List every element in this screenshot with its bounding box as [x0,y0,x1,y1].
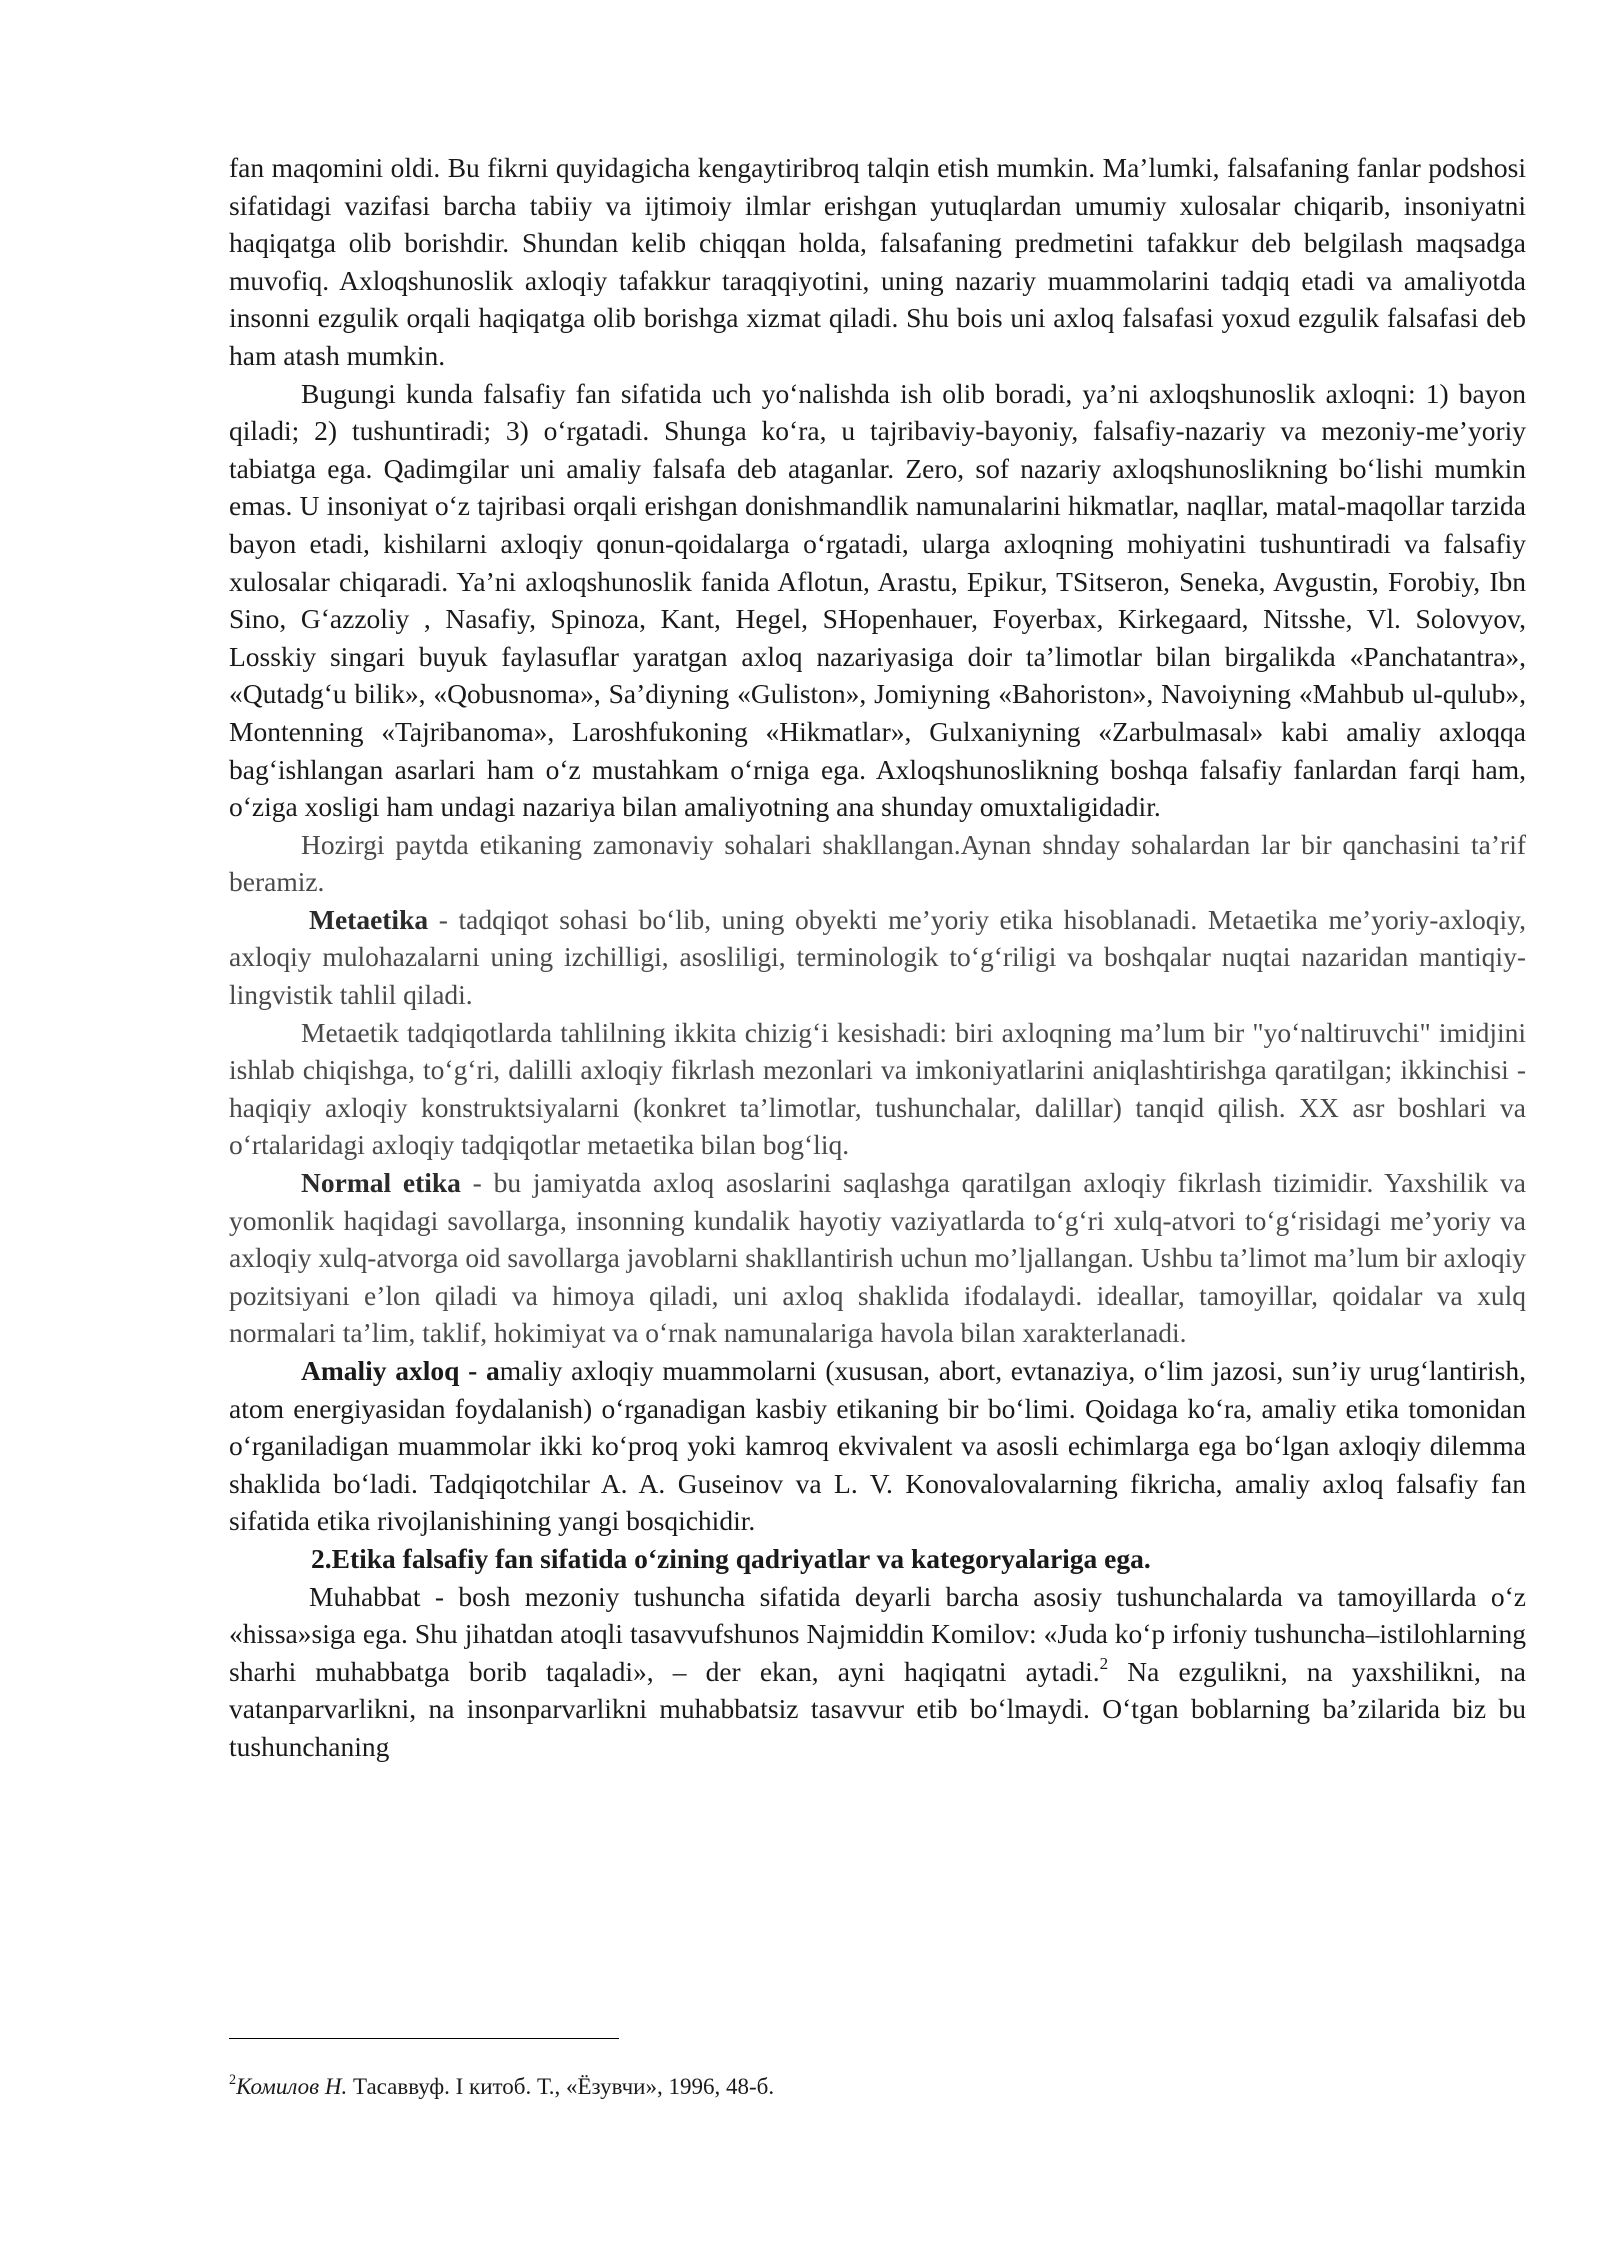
paragraph: Hozirgi paytda etikaning zamonaviy sohalari shakllangan.Aynan shnday sohalardan lar bir qanchasini ta’rif beramiz. [229,828,1526,898]
paragraph: fan maqomini oldi. Bu fikrni quyidagicha kengaytiribroq talqin etish mumkin. Ma’lumki, falsafaning fanlar podshosi sifatidagi vazifasi barcha tabiiy va ijtimoiy ilmlar erishgan yutuqlardan umumiy xulosalar chiqarib, insoniyatni haqiqatga olib borishdir. Shundan kelib chiqqan holda, falsafaning predmetini tafakkur deb belgilash maqsadga muvofiq. Axloqshunoslik axloqiy tafakkur taraqqiyotini, uning nazariy muammolarini tadqiq etadi va amaliyotda insonni ezgulik orqali haqiqatga olib borishga xizmat qiladi. Shu bois uni axloq falsafasi yoxud ezgulik falsafasi deb ham atash mumkin. [229,152,1526,371]
document-body [229,149,1526,1766]
footnote-separator [229,2038,619,2039]
footnote-author: Комилов Н. [236,2074,348,2099]
footnote-text: Тасаввуф. I китоб. Т., «Ёзувчи», 1996, 48-б. [347,2074,775,2099]
term-metaetika: Metaetika [309,903,429,935]
footnote-mark: 2 [229,2072,237,2089]
paragraph-text: - tadqiqot sohasi bo‘lib, uning obyekti me’yoriy etika hisoblanadi. Metaetika me’yoriy-axloqiy, axloqiy mulohazalarni uning izchilligi, asosliligi, terminologik to‘g‘riligi va boshqalar nuqtai nazaridan mantiqiy-lingvistik tahlil qiladi. [229,903,1526,1011]
paragraph-text: Muhabbat - bosh mezoniy tushuncha sifatida deyarli barcha asosiy tushunchalarda va tamoyillarda o‘z «hissa»siga ega. Shu jihatdan atoqli tasavvufshunos Najmiddin Komilov: «Juda ko‘p irfoniy tushuncha–istilohlarning sharhi muhabbatga borib taqaladi», – der ekan, ayni haqiqatni aytadi. [229,1580,1526,1687]
paragraph-normal-etika [229,1164,1526,1352]
paragraph-text: Na ezgulikni, na yaxshilikni, na vatanparvarlikni, na insonparvarlikni muhabbatsiz tasavvur etib bo‘lmaydi. O‘tgan boblarning ba’zilarida biz bu tushunchaning [229,1655,1526,1762]
paragraph-amaliy-axloq [229,1352,1526,1540]
footnote [229,2072,1526,2102]
footnote-reference[interactable]: 2 [1099,1653,1109,1673]
section-heading: 2.Etika falsafiy fan sifatida o‘zining qadriyatlar va kategoryalariga ega. [311,1542,1151,1574]
paragraph-muhabbat [229,1578,1526,1766]
term-amaliy-axloq: Amaliy axloq - a [301,1355,500,1386]
paragraph-metaetika [229,901,1526,1014]
paragraph: Metaetik tadqiqotlarda tahlilning ikkita chizig‘i kesishadi: biri axloqning ma’lum bir "yo‘naltiruvchi" imidjini ishlab chiqishga, to‘g‘ri, dalilli axloqiy fikrlash mezonlari va imkoniyatlarini aniqlashtirishga qaratilgan; ikkinchisi - haqiqiy axloqiy konstruktsiyalarni (konkret ta’limotlar, tushunchalar, dalillar) tanqid qilish. XX asr boshlari va o‘rtalaridagi axloqiy tadqiqotlar metaetika bilan bog‘liq. [229,1016,1526,1161]
paragraph-text: maliy axloqiy muammolarni (xususan, abort, evtanaziya, o‘lim jazosi, sun’iy urug‘lantirish, atom energiyasidan foydalanish) o‘rganadigan kasbiy etikaning bir bo‘limi. Qoidaga ko‘ra, amaliy etika tomonidan o‘rganiladigan muammolar ikki ko‘proq yoki kamroq ekvivalent va asosli echimlarga ega bo‘lgan axloqiy dilemma shaklida bo‘ladi. Tadqiqotchilar A. A. Guseinov va L. V. Konovalovalarning fikricha, amaliy axloq falsafiy fan sifatida etika rivojlanishining yangi bosqichidir. [229,1355,1526,1537]
paragraph: Bugungi kunda falsafiy fan sifatida uch yo‘nalishda ish olib boradi, ya’ni axloqshunoslik axloqni: 1) bayon qiladi; 2) tushuntiradi; 3) o‘rgatadi. Shunga ko‘ra, u tajribaviy-bayoniy, falsafiy-nazariy va mezoniy-me’yoriy tabiatga ega. Qadimgilar uni amaliy falsafa deb ataganlar. Zero, sof nazariy axloqshunoslikning bo‘lishi mumkin emas. U insoniyat o‘z tajribasi orqali erishgan donishmandlik namunalarini hikmatlar, naqllar, matal-maqollar tarzida bayon etadi, kishilarni axloqiy qonun-qoidalarga o‘rgatadi, ularga axloqning mohiyatini tushuntiradi va falsafiy xulosalar chiqaradi. Ya’ni axloqshunoslik fanida Aflotun, Arastu, Epikur, TSitseron, Seneka, Avgustin, Forobiy, Ibn Sino, G‘azzoliy , Nasafiy, Spinoza, Kant, Hegel, SHopenhauer, Foyerbax, Kirkegaard, Nitsshe, Vl. Solovyov, Losskiy singari buyuk faylasuflar yaratgan axloq nazariyasiga doir ta’limotlar bilan birgalikda «Panchatantra», «Qutadg‘u bilik», «Qobusnoma», Sa’diyning «Guliston», Jomiyning «Bahoriston», Navoiyning «Mahbub ul-qulub», Montenning «Tajribanoma», Laroshfukoning «Hikmatlar», Gulxaniyning «Zarbulmasal» kabi amaliy axloqqa bag‘ishlangan asarlari ham o‘z mustahkam o‘rniga ega. Axloqshunoslikning boshqa falsafiy fanlardan farqi ham, o‘ziga xosligi ham undagi nazariya bilan amaliyotning ana shunday omuxtaligidadir. [229,377,1526,823]
paragraph-text: - bu jamiyatda axloq asoslarini saqlashga qaratilgan axloqiy fikrlash tizimidir. Yaxshilik va yomonlik haqidagi savollarga, insonning kundalik hayotiy vaziyatlarda to‘g‘ri xulq-atvori to‘g‘risidagi me’yoriy va axloqiy xulq-atvorga oid savollarga javoblarni shakllantirish uchun mo’ljallangan. Ushbu ta’limot ma’lum bir axloqiy pozitsiyani e’lon qiladi va himoya qiladi, uni axloq shaklida ifodalaydi. ideallar, tamoyillar, qoidalar va xulq normalari ta’lim, taklif, hokimiyat va o‘rnak namunalariga havola bilan xarakterlanadi. [229,1167,1526,1349]
term-normal-etika: Normal etika [301,1167,461,1199]
